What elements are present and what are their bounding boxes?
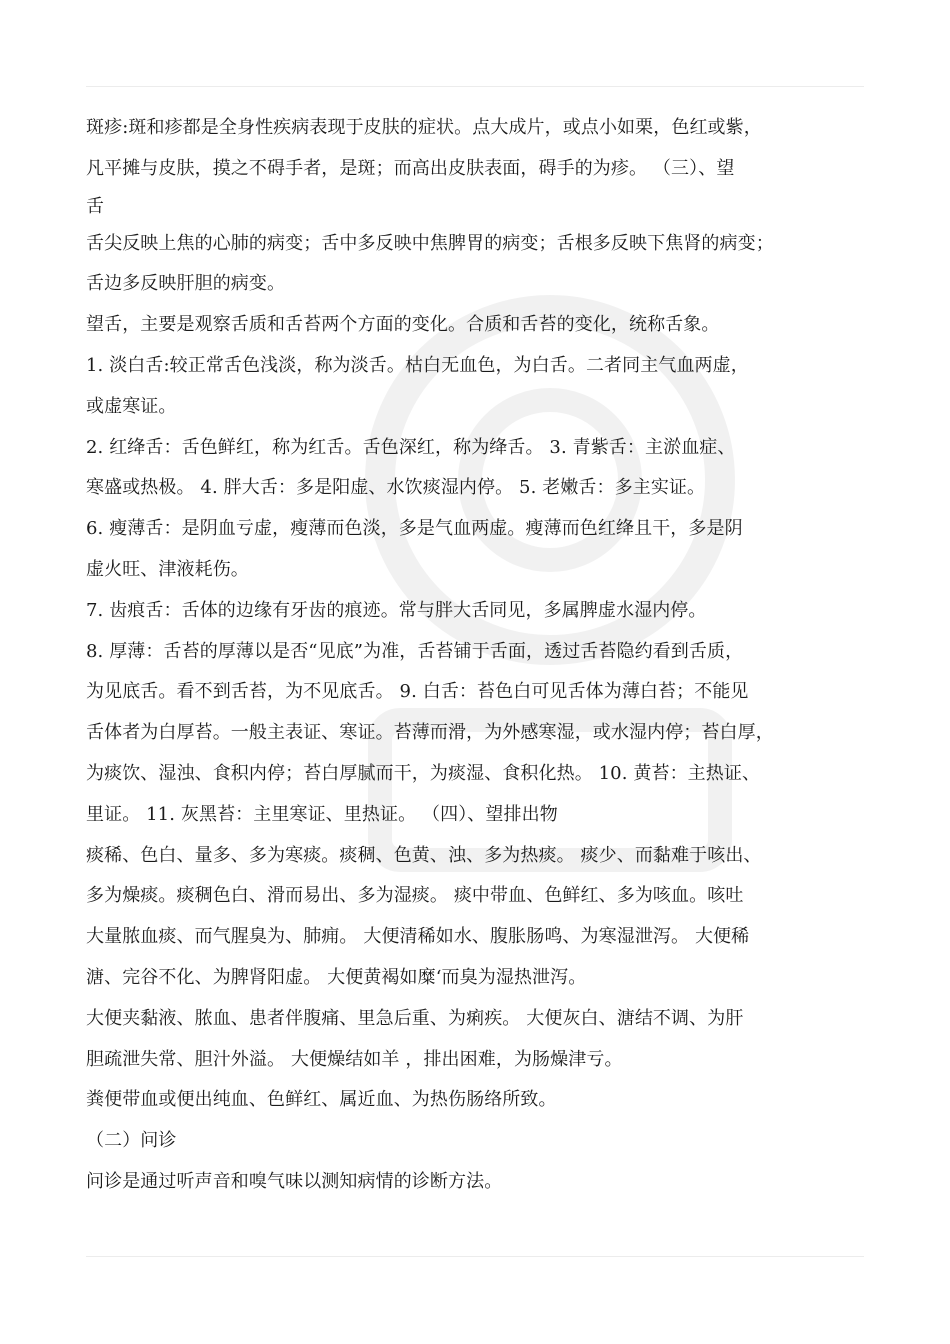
text-line: 舌边多反映肝胆的病变。 [86,273,286,295]
text-line: 凡平摊与皮肤，摸之不碍手者，是斑；而高出皮肤表面，碍手的为疹。 （三）、望 [86,157,735,179]
text-line: 2. 红绛舌：舌色鲜红，称为红舌。舌色深红，称为绛舌。 3. 青紫舌：主淤血症、 [86,436,736,458]
text-line: 舌体者为白厚苔。一般主表证、寒证。苔薄而滑，为外感寒湿，或水湿内停；苔白厚， [86,722,774,744]
text-line: 多为燥痰。痰稠色白、滑而易出、多为湿痰。 痰中带血、色鲜红、多为咳血。咳吐 [86,885,744,907]
text-line: 1. 淡白舌:较正常舌色浅淡，称为淡舌。枯白无血色，为白舌。二者同主气血两虚， [86,354,749,376]
text-line: 虚火旺、津液耗伤。 [86,558,249,580]
text-line: 问诊是通过听声音和嗅气味以测知病情的诊断方法。 [86,1170,503,1192]
text-line: 或虚寒证。 [86,395,177,417]
text-line: 望舌，主要是观察舌质和舌苔两个方面的变化。合质和舌苔的变化，统称舌象。 [86,314,720,336]
bottom-divider [86,1256,864,1257]
text-line: 溏、完谷不化、为脾肾阳虚。 大便黄褐如糜‘而臭为湿热泄泻。 [86,966,587,988]
text-line: 大便夹黏液、脓血、患者伴腹痛、里急后重、为痢疾。 大便灰白、溏结不调、为肝 [86,1007,744,1029]
text-line: 胆疏泄失常、胆汁外溢。 大便燥结如羊 ，排出困难，为肠燥津亏。 [86,1048,623,1070]
text-line: 里证。 11. 灰黑苔：主里寒证、里热证。 （四）、望排出物 [86,803,558,825]
text-line: 8. 厚薄：舌苔的厚薄以是否“见底”为准，舌苔铺于舌面，透过舌苔隐约看到舌质， [86,640,744,662]
text-line: 舌尖反映上焦的心肺的病变；舌中多反映中焦脾胃的病变；舌根多反映下焦肾的病变； [86,232,774,254]
section-heading: （二）问诊 [86,1130,177,1152]
text-line: 舌 [86,195,105,217]
text-line: 为痰饮、湿浊、食积内停；苔白厚腻而干，为痰湿、食积化热。 10. 黄苔：主热证、 [86,762,761,784]
text-line: 粪便带血或便出纯血、色鲜红、属近血、为热伤肠络所致。 [86,1089,557,1111]
document-body [86,108,876,1203]
text-line: 大量脓血痰、而气腥臭为、肺痈。 大便清稀如水、腹胀肠鸣、为寒湿泄泻。 大便稀 [86,926,750,948]
text-line: 为见底舌。看不到舌苔，为不见底舌。 9. 白舌：苔色白可见舌体为薄白苔；不能见 [86,681,749,703]
text-line: 7. 齿痕舌：舌体的边缘有牙齿的痕迹。常与胖大舌同见，多属脾虚水湿内停。 [86,599,707,621]
text-line: 痰稀、色白、量多、多为寒痰。痰稠、色黄、浊、多为热痰。 痰少、而黏难于咳出、 [86,844,762,866]
text-line: 寒盛或热极。 4. 胖大舌：多是阳虚、水饮痰湿内停。 5. 老嫩舌：多主实证。 [86,477,706,499]
top-divider [86,86,864,87]
text-line: 斑疹:斑和疹都是全身性疾病表现于皮肤的症状。点大成片，或点小如栗，色红或紫， [86,117,762,138]
text-line: 6. 瘦薄舌：是阴血亏虚，瘦薄而色淡，多是气血两虚。瘦薄而色红绛且干，多是阴 [86,518,743,540]
